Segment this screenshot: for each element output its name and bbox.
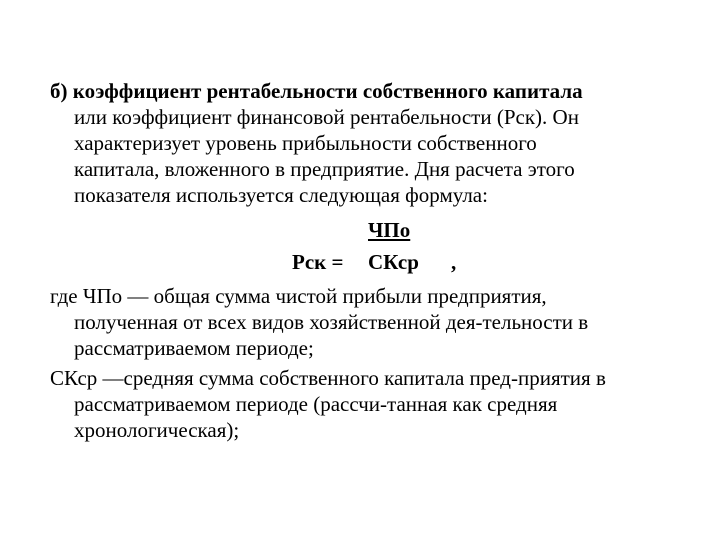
paragraph-profitability-ratio	[50, 78, 690, 208]
paragraph-g-body	[50, 309, 690, 361]
paragraph-s-first-line: СКср —средняя сумма собственного капитала пред-приятия в	[50, 366, 606, 390]
paragraph-s-line: рассматриваемом периоде (рассчи-танная как средняя	[74, 392, 558, 416]
paragraph-b-bold-term: коэффициент рентабельности собственного капитала	[72, 79, 583, 103]
paragraph-average-equity-definition	[50, 365, 690, 443]
formula-equation	[292, 249, 456, 275]
paragraph-net-profit-definition	[50, 283, 690, 361]
paragraph-b-line: показателя используется следующая формула:	[74, 183, 488, 207]
paragraph-s-body	[50, 391, 690, 443]
formula-numerator: ЧПо	[368, 218, 411, 242]
formula-trailing-comma: ,	[451, 250, 457, 274]
formula-lhs: Рск =	[292, 250, 344, 274]
paragraph-g-first-line: где ЧПо — общая сумма чистой прибыли предприятия,	[50, 284, 547, 308]
paragraph-g-line: рассматриваемом периоде;	[74, 336, 314, 360]
paragraph-b-line: характеризует уровень прибыльности собственного	[74, 131, 537, 155]
paragraph-b-first-line	[50, 78, 690, 104]
paragraph-b-line: капитала, вложенного в предприятие. Дня расчета этого	[74, 157, 575, 181]
formula-denominator: СКср	[368, 250, 419, 274]
paragraph-g-line: полученная от всех видов хозяйственной дея-тельности в	[74, 310, 589, 334]
paragraph-s-line: хронологическая);	[74, 418, 240, 442]
paragraph-b-lead: б)	[50, 79, 73, 103]
paragraph-b-line: или коэффициент финансовой рентабельности (Рск). Он	[74, 105, 579, 129]
paragraph-b-body	[50, 104, 690, 208]
